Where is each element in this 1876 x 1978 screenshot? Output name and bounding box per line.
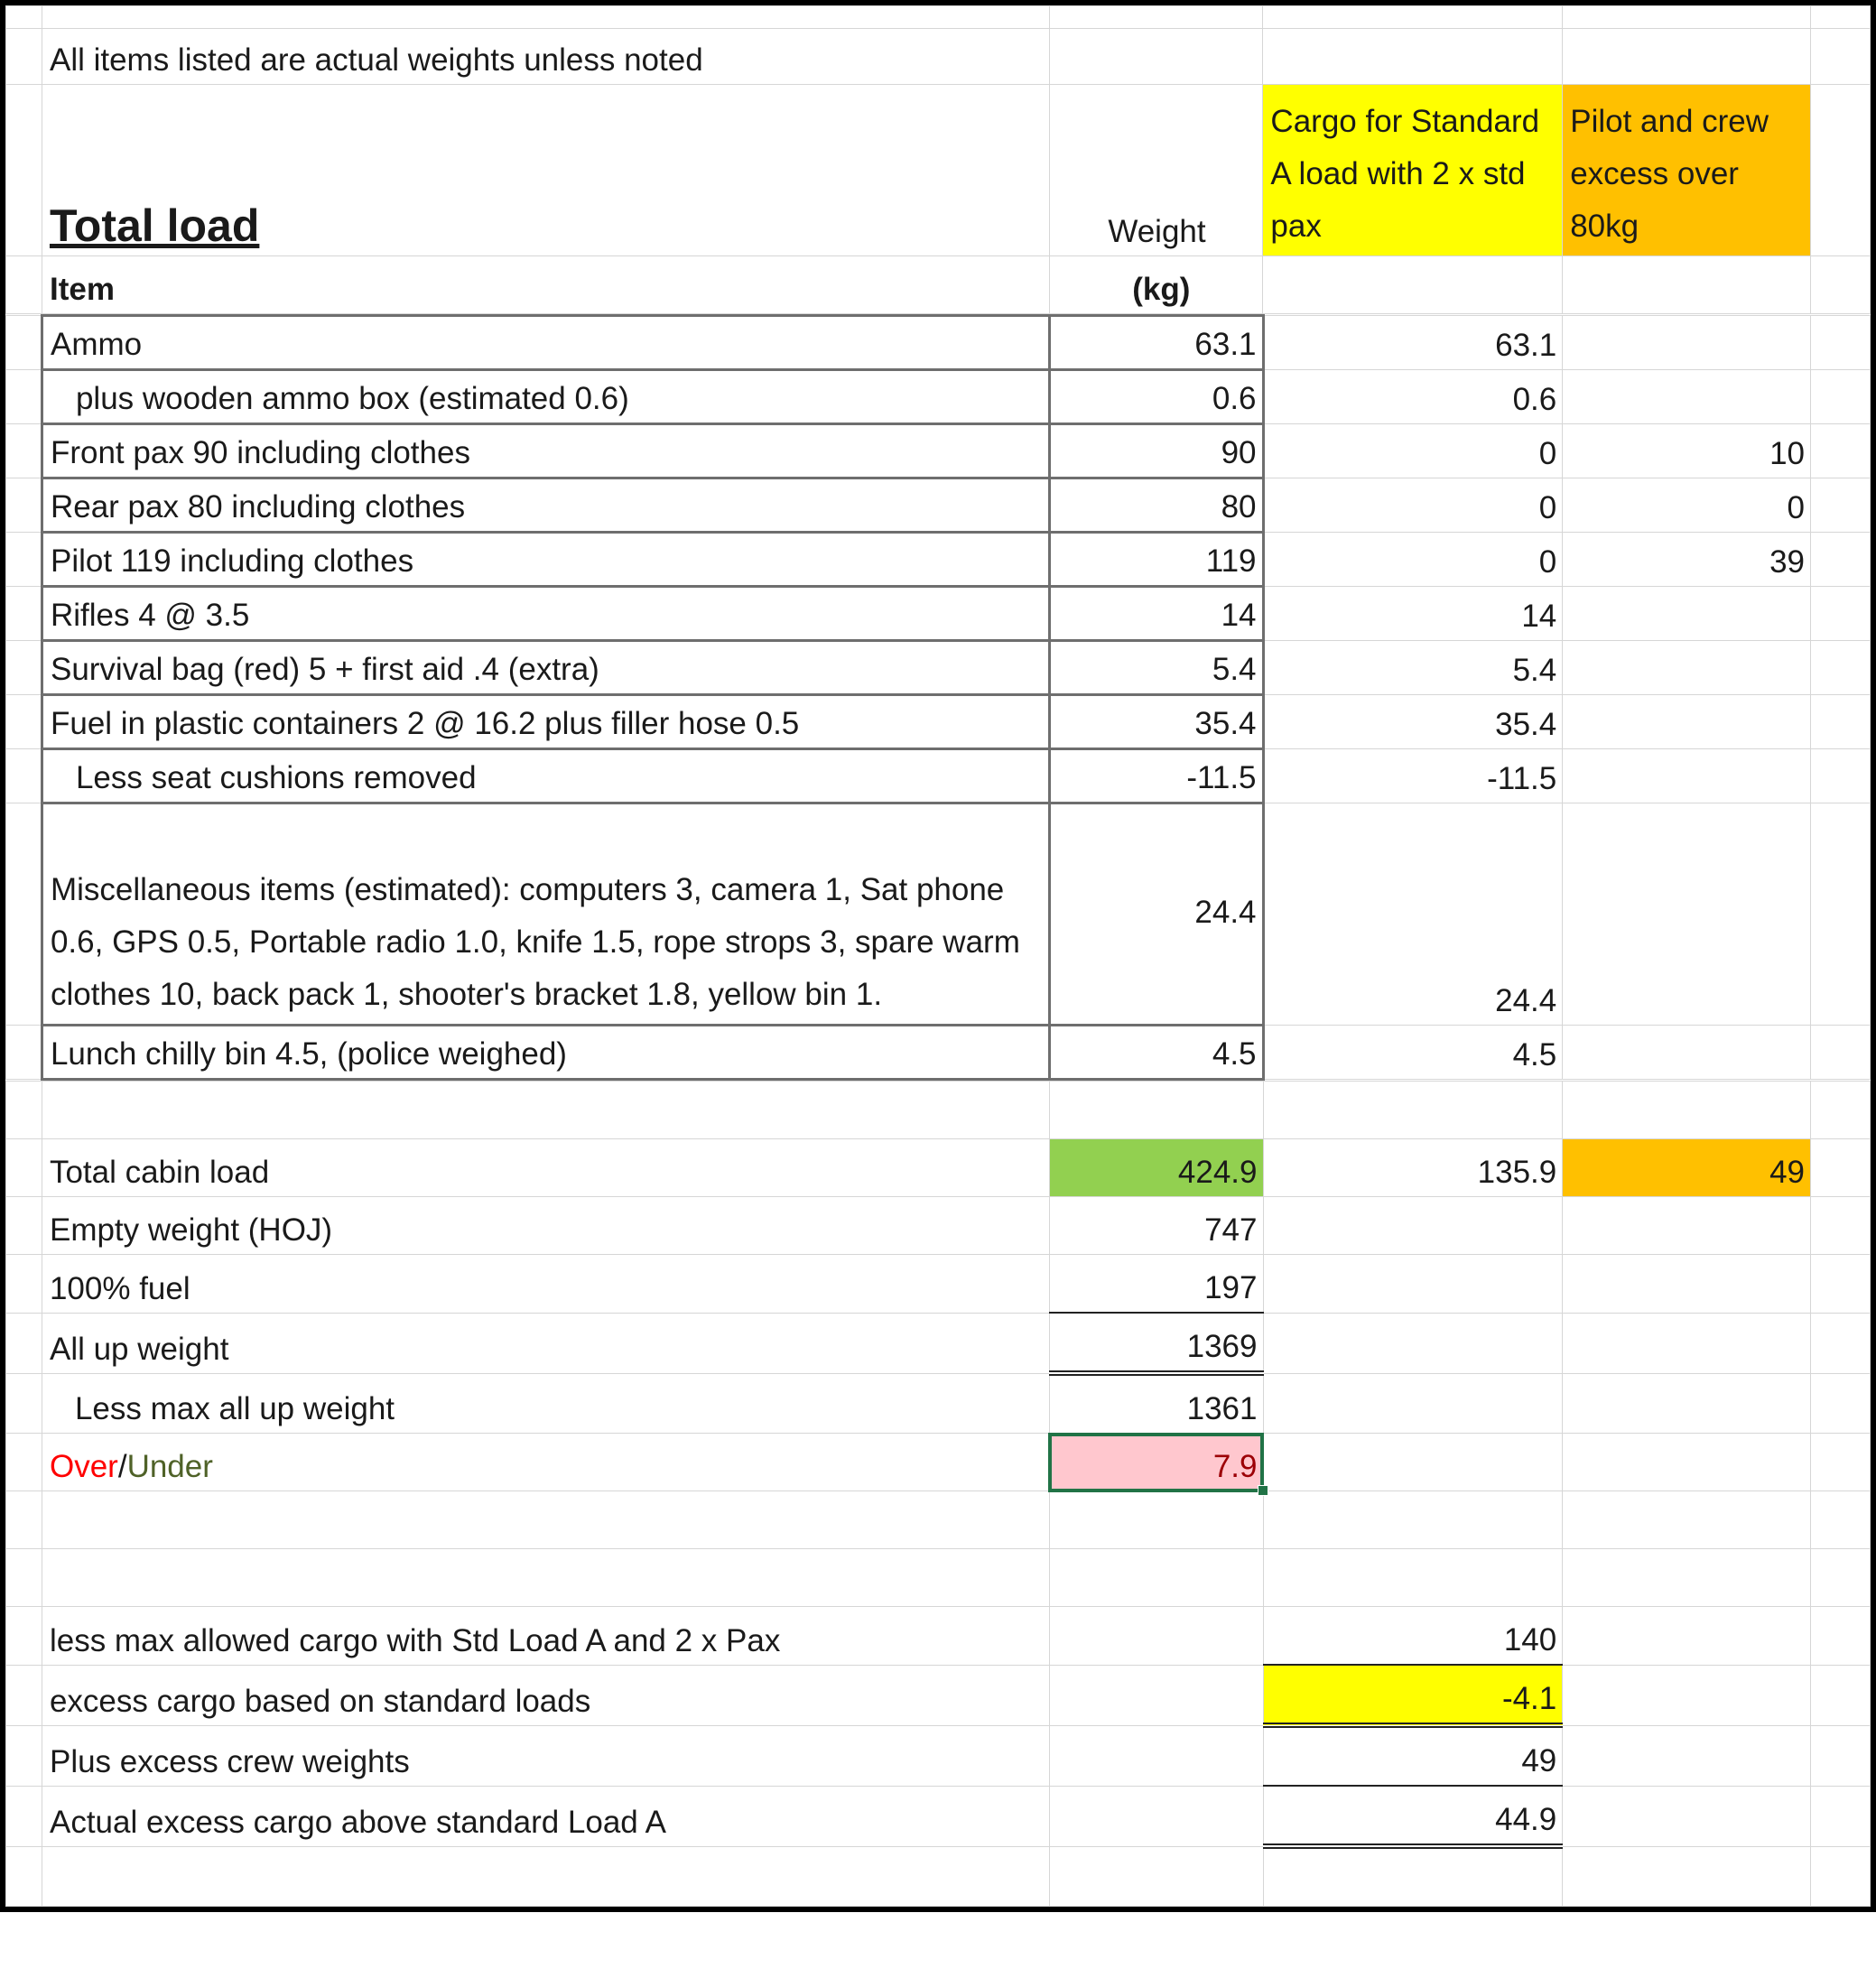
cell[interactable]	[1811, 370, 1871, 424]
crew-excess-label[interactable]: Plus excess crew weights	[42, 1725, 1049, 1786]
cell[interactable]	[1811, 6, 1871, 29]
cell[interactable]	[6, 6, 42, 29]
crew-excess-value[interactable]: 49	[1263, 1725, 1563, 1786]
actual-excess-label[interactable]: Actual excess cargo above standard Load A	[42, 1786, 1049, 1846]
empty-label[interactable]: Empty weight (HOJ)	[42, 1197, 1049, 1255]
item-crew[interactable]	[1563, 641, 1811, 695]
total-label[interactable]: Total cabin load	[42, 1139, 1049, 1197]
item-cargo[interactable]: 0.6	[1263, 370, 1563, 424]
item-crew[interactable]	[1563, 587, 1811, 641]
cell[interactable]	[6, 803, 42, 1026]
item-cargo[interactable]: -11.5	[1263, 749, 1563, 803]
item-label[interactable]: Fuel in plastic containers 2 @ 16.2 plus filler hose 0.5	[42, 695, 1049, 749]
item-label[interactable]: plus wooden ammo box (estimated 0.6)	[42, 370, 1049, 424]
cell[interactable]	[1811, 85, 1871, 256]
cell[interactable]	[1811, 1026, 1871, 1080]
cell[interactable]	[1563, 29, 1811, 85]
over-under-label[interactable]	[42, 1434, 1049, 1491]
cell[interactable]	[6, 478, 42, 533]
item-weight[interactable]: 5.4	[1049, 641, 1263, 695]
item-cargo[interactable]: 35.4	[1263, 695, 1563, 749]
items-table	[5, 314, 1871, 1081]
item-weight[interactable]: 63.1	[1049, 316, 1263, 370]
item-row	[6, 424, 1871, 478]
item-row	[6, 1026, 1871, 1080]
fuel-value[interactable]: 197	[1049, 1255, 1263, 1314]
cell[interactable]	[6, 316, 42, 370]
item-row	[6, 587, 1871, 641]
item-weight[interactable]: 80	[1049, 478, 1263, 533]
kg-header[interactable]: (kg)	[1049, 256, 1263, 314]
item-weight[interactable]: 0.6	[1049, 370, 1263, 424]
cell[interactable]	[6, 641, 42, 695]
item-crew[interactable]	[1563, 316, 1811, 370]
item-row	[6, 370, 1871, 424]
cell[interactable]	[1563, 6, 1811, 29]
weight-header[interactable]: Weight	[1049, 85, 1263, 256]
cell[interactable]	[1811, 478, 1871, 533]
item-crew[interactable]: 10	[1563, 424, 1811, 478]
item-row	[6, 749, 1871, 803]
cell[interactable]	[42, 6, 1049, 29]
summary-table	[5, 1081, 1871, 1907]
cell[interactable]	[6, 587, 42, 641]
item-weight[interactable]: 14	[1049, 587, 1263, 641]
item-label[interactable]: Less seat cushions removed	[42, 749, 1049, 803]
item-cargo[interactable]: 4.5	[1263, 1026, 1563, 1080]
item-crew[interactable]	[1563, 695, 1811, 749]
cell[interactable]	[6, 749, 42, 803]
cell[interactable]	[1263, 6, 1563, 29]
item-crew[interactable]	[1563, 1026, 1811, 1080]
cell[interactable]	[1263, 29, 1563, 85]
cell[interactable]	[6, 370, 42, 424]
cell[interactable]	[1049, 6, 1263, 29]
cell[interactable]	[6, 256, 42, 314]
cell[interactable]	[1263, 256, 1563, 314]
item-crew[interactable]	[1563, 803, 1811, 1026]
cell[interactable]	[1263, 1082, 1563, 1139]
item-cargo[interactable]: 24.4	[1263, 803, 1563, 1026]
cell[interactable]	[6, 29, 42, 85]
cargo-header[interactable]: Cargo for Standard A load with 2 x std pax	[1263, 85, 1563, 256]
cell[interactable]	[1049, 1082, 1263, 1139]
auw-value[interactable]: 1369	[1049, 1313, 1263, 1373]
cell[interactable]	[1811, 29, 1871, 85]
auw-label[interactable]: All up weight	[42, 1313, 1049, 1373]
cell[interactable]	[6, 85, 42, 256]
item-weight[interactable]: 24.4	[1049, 803, 1263, 1026]
cell[interactable]	[6, 695, 42, 749]
item-row	[6, 695, 1871, 749]
max-cargo-value[interactable]: 140	[1263, 1607, 1563, 1666]
cell[interactable]	[1811, 533, 1871, 587]
item-row	[6, 478, 1871, 533]
excess-value[interactable]: -4.1	[1263, 1665, 1563, 1725]
item-crew[interactable]	[1563, 749, 1811, 803]
item-cargo[interactable]: 0	[1263, 478, 1563, 533]
item-row	[6, 316, 1871, 370]
cell[interactable]	[1811, 641, 1871, 695]
slash-text: /	[117, 1449, 127, 1484]
item-crew[interactable]: 0	[1563, 478, 1811, 533]
cell[interactable]	[1811, 256, 1871, 314]
item-label[interactable]: Pilot 119 including clothes	[42, 533, 1049, 587]
item-cargo[interactable]: 14	[1263, 587, 1563, 641]
item-crew[interactable]: 39	[1563, 533, 1811, 587]
item-cargo[interactable]: 5.4	[1263, 641, 1563, 695]
cell[interactable]	[1811, 587, 1871, 641]
load-table	[5, 5, 1871, 314]
cell[interactable]	[1811, 316, 1871, 370]
item-weight[interactable]: 119	[1049, 533, 1263, 587]
over-under-value-selected-cell[interactable]	[1049, 1434, 1263, 1491]
cell[interactable]	[42, 1082, 1049, 1139]
item-cargo[interactable]: 63.1	[1263, 316, 1563, 370]
cell[interactable]	[1811, 749, 1871, 803]
item-row	[6, 641, 1871, 695]
empty-value[interactable]: 747	[1049, 1197, 1263, 1255]
fill-handle[interactable]	[1258, 1485, 1268, 1496]
total-crew[interactable]: 49	[1563, 1139, 1811, 1197]
cell[interactable]	[1811, 695, 1871, 749]
cell[interactable]	[6, 533, 42, 587]
item-weight[interactable]: 90	[1049, 424, 1263, 478]
item-label[interactable]: Lunch chilly bin 4.5, (police weighed)	[42, 1026, 1049, 1080]
item-cargo[interactable]: 0	[1263, 533, 1563, 587]
note-cell[interactable]: All items listed are actual weights unless noted	[42, 29, 1049, 85]
item-label[interactable]: Ammo	[42, 316, 1049, 370]
item-label[interactable]: Survival bag (red) 5 + first aid .4 (extra)	[42, 641, 1049, 695]
item-weight[interactable]: 4.5	[1049, 1026, 1263, 1080]
item-label[interactable]: Rear pax 80 including clothes	[42, 478, 1049, 533]
item-weight[interactable]: -11.5	[1049, 749, 1263, 803]
max-cargo-label[interactable]: less max allowed cargo with Std Load A and 2 x Pax	[42, 1607, 1049, 1666]
item-cargo[interactable]: 0	[1263, 424, 1563, 478]
cell[interactable]	[6, 1026, 42, 1080]
excess-label[interactable]: excess cargo based on standard loads	[42, 1665, 1049, 1725]
cell[interactable]	[1563, 256, 1811, 314]
over-value: 7.9	[1212, 1449, 1258, 1484]
under-text: Under	[126, 1449, 213, 1484]
item-weight[interactable]: 35.4	[1049, 695, 1263, 749]
cell[interactable]	[6, 424, 42, 478]
cell[interactable]	[1811, 803, 1871, 1026]
crew-header[interactable]: Pilot and crew excess over 80kg	[1563, 85, 1811, 256]
max-label[interactable]: Less max all up weight	[42, 1373, 1049, 1434]
item-row	[6, 533, 1871, 587]
over-text: Over	[49, 1449, 118, 1484]
item-header[interactable]: Item	[42, 256, 1049, 314]
item-row	[6, 803, 1871, 1026]
max-value[interactable]: 1361	[1049, 1373, 1263, 1434]
item-label[interactable]: Front pax 90 including clothes	[42, 424, 1049, 478]
total-cargo[interactable]: 135.9	[1263, 1139, 1563, 1197]
fuel-label[interactable]: 100% fuel	[42, 1255, 1049, 1314]
cell[interactable]	[1811, 424, 1871, 478]
title-cell[interactable]: Total load	[42, 85, 1049, 256]
cell[interactable]	[1563, 1082, 1811, 1139]
total-weight[interactable]: 424.9	[1049, 1139, 1263, 1197]
cell[interactable]	[1049, 29, 1263, 85]
actual-excess-value[interactable]: 44.9	[1263, 1786, 1563, 1846]
item-crew[interactable]	[1563, 370, 1811, 424]
item-label[interactable]: Rifles 4 @ 3.5	[42, 587, 1049, 641]
item-label[interactable]: Miscellaneous items (estimated): computers 3, camera 1, Sat phone 0.6, GPS 0.5, Portable radio 1.0, knife 1.5, rope strops 3, spare warm clothes 10, back pack 1, shooter's bracket 1.8, yellow bin 1.	[42, 803, 1049, 1026]
